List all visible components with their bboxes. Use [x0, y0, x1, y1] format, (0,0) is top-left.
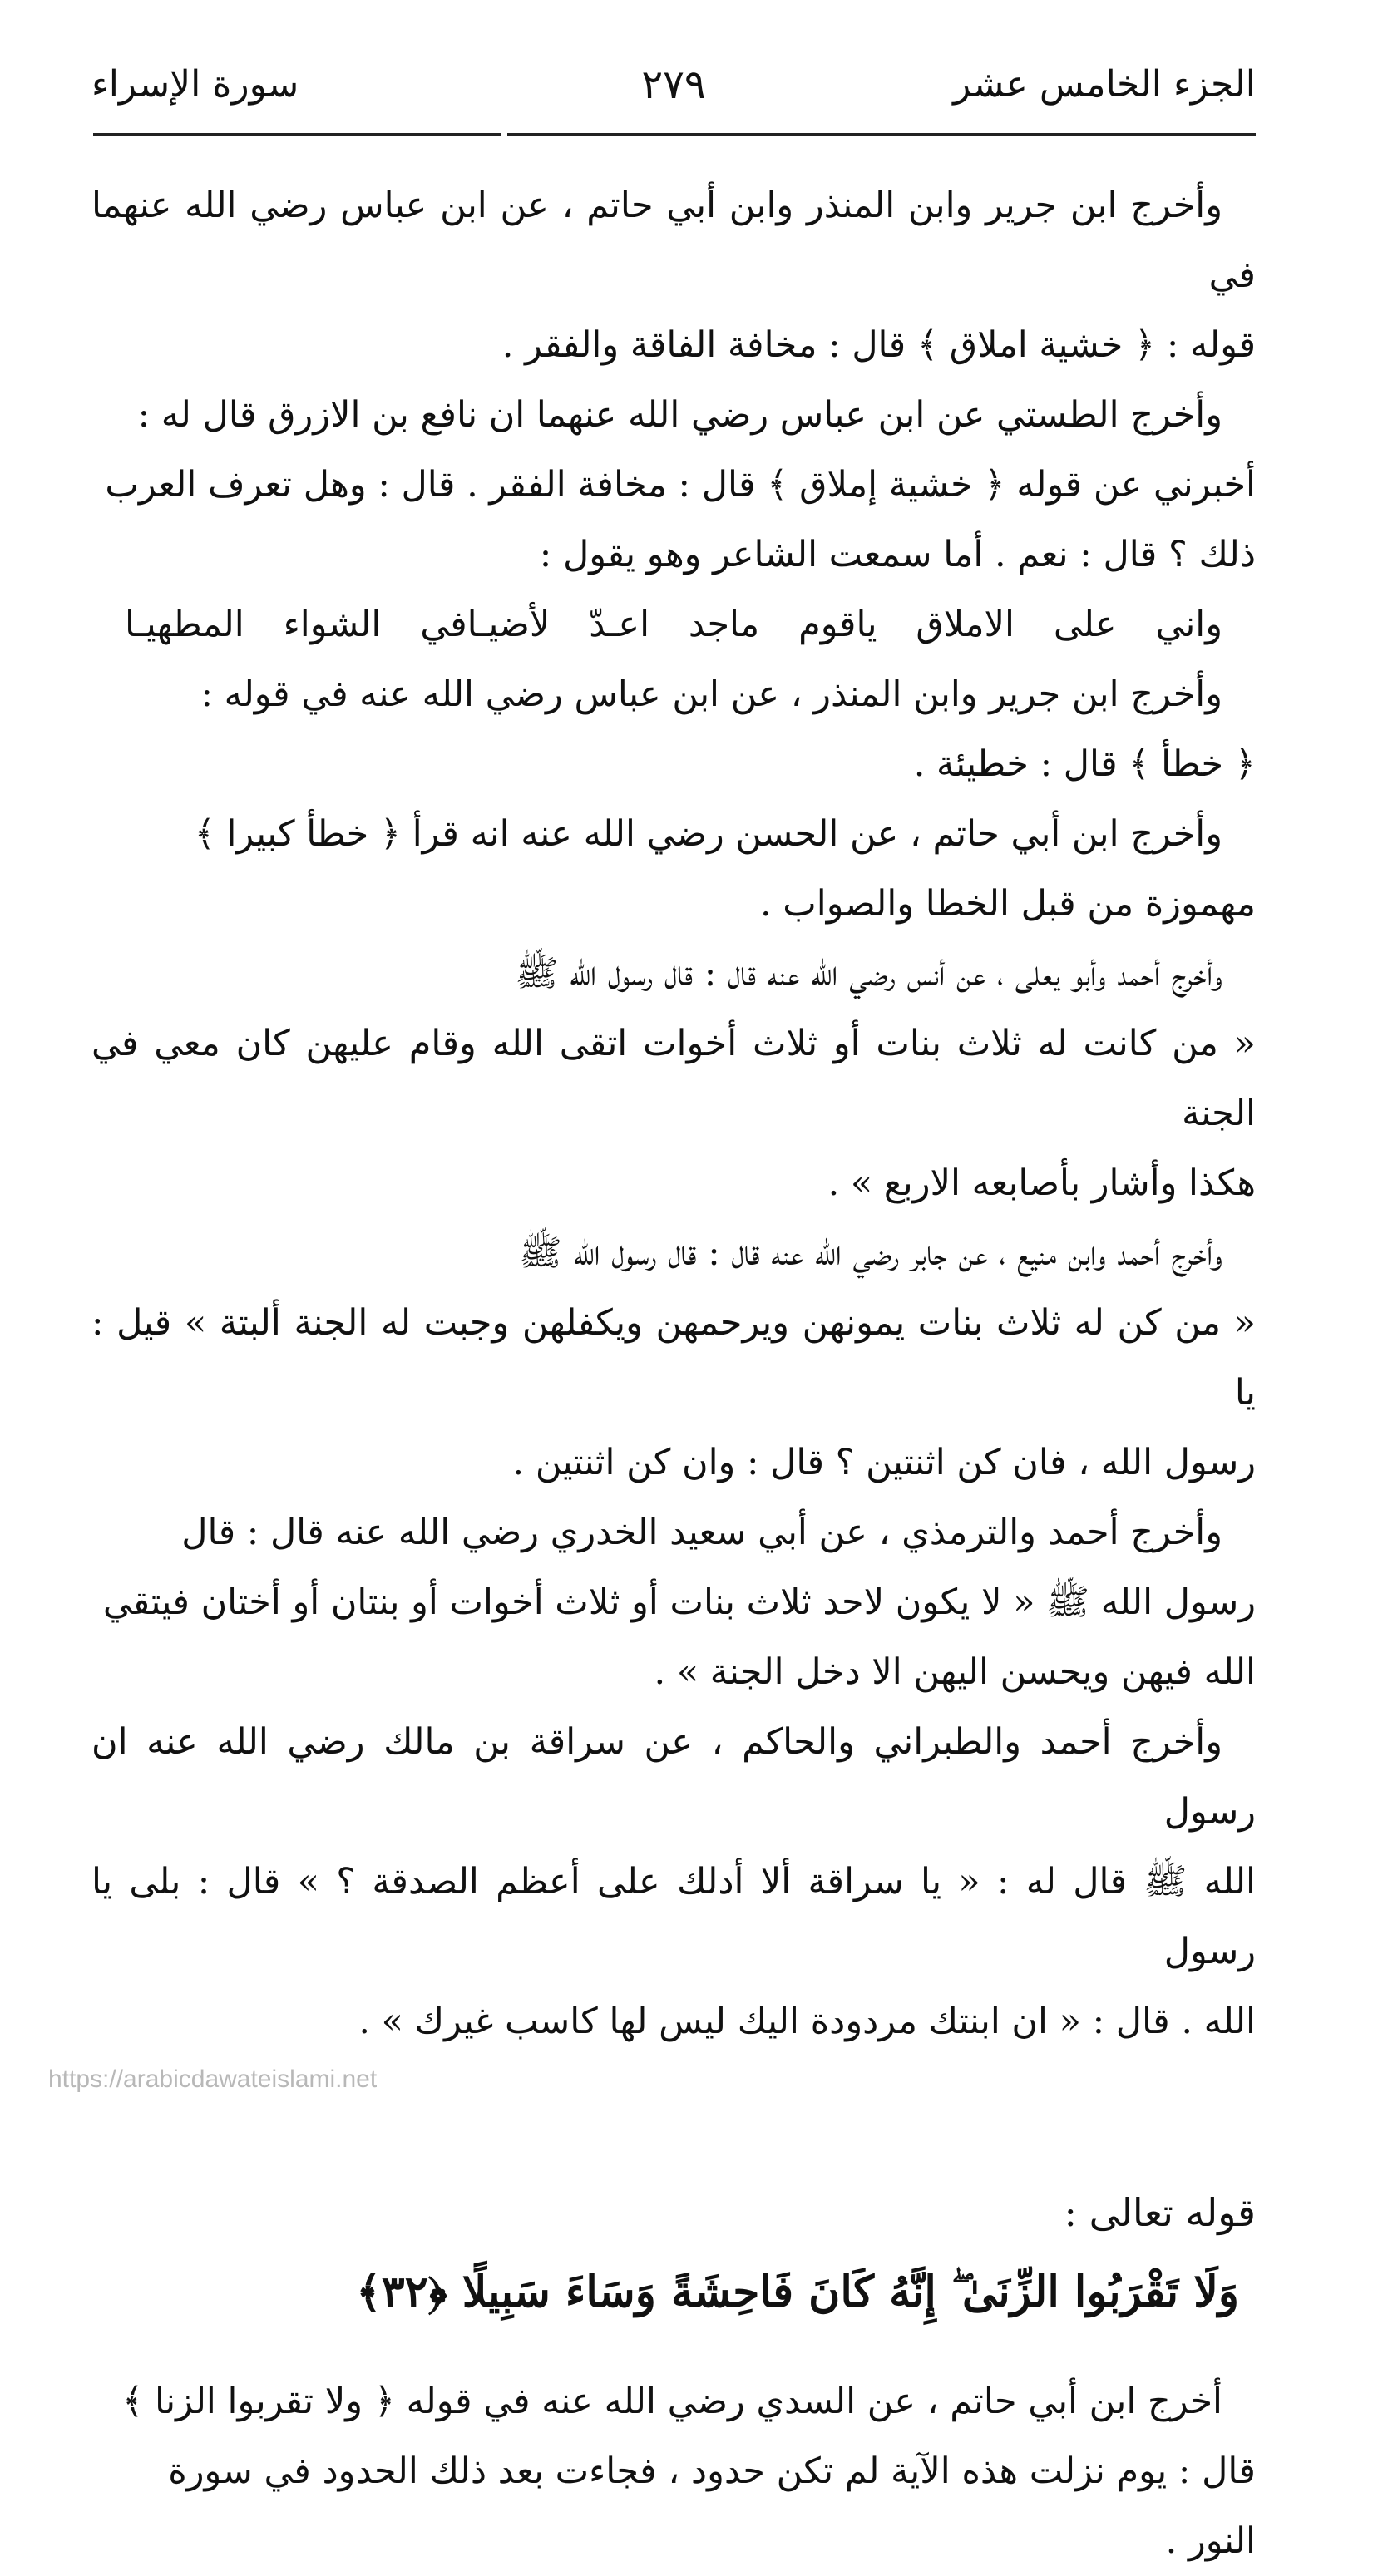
closing-paragraph: أخرج ابن أبي حاتم ، عن السدي رضي الله عنه في قوله ﴿ ولا تقربوا الزنا ﴾ قال : يوم نزلت هذه الآية لم تكن حدود ، فجاءت بعد ذلك الحدود في سورة النور . — [122, 2381, 1256, 2562]
surah-title: سورة الإسراء — [91, 63, 299, 106]
paragraph-7: وأخرج أحمد والترمذي ، عن أبي سعيد الخدري رضي الله عنه قال : قال رسول الله ﷺ « لا يكون لاحد ثلاث بنات أو ثلاث أخوات أو بنتان أو أختان فيتقي الله فيهن ويحسن اليهن الا دخل الجنة » . — [102, 1512, 1256, 1693]
paragraph-8: وأخرج أحمد والطبراني والحاكم ، عن سراقة بن مالك رضي الله عنه ان رسول الله ﷺ قال له : « يا سراقة ألا أدلك على أعظم الصدقة ؟ » قال : بلى يا رسول الله . قال : « ان ابنتك مردودة اليك ليس لها كاسب غيرك » . — [91, 1721, 1256, 2042]
watermark-url: https://arabicdawateislami.net — [48, 2065, 378, 2093]
header-rule-left — [93, 133, 501, 136]
paragraph-3: وأخرج ابن جرير وابن المنذر ، عن ابن عباس رضي الله عنه في قوله : ﴿ خطأ ﴾ قال : خطيئة . — [200, 674, 1256, 785]
paragraph-1: وأخرج ابن جرير وابن المنذر وابن أبي حاتم ، عن ابن عباس رضي الله عنهما في قوله : ﴿ خشية املاق ﴾ قال : مخافة الفاقة والفقر . — [91, 185, 1256, 366]
paragraph-4: وأخرج ابن أبي حاتم ، عن الحسن رضي الله عنه انه قرأ ﴿ خطأ كبيرا ﴾ مهموزة من قبل الخطا والصواب . — [194, 813, 1256, 925]
verse-heading — [91, 2093, 1256, 2333]
paragraph-5: وأخرج أحمد وأبو يعلى ، عن أنس رضي الله عنه قال : قال رسول الله ﷺ « من كانت له ثلاث بنات أو ثلاث أخوات اتقى الله وقام عليهن كان معي في الجنة هكذا وأشار بأصابعه الاربع » . — [91, 953, 1256, 1204]
quran-verse: وَلَا تَقْرَبُوا الزِّنَىٰ ۖ إِنَّهُ كَانَ فَاحِشَةً وَسَاءَ سَبِيلًا ﴿٣٢﴾ — [356, 2267, 1239, 2317]
poetry-line: واني على الاملاق ياقوم ماجد اعـدّ لأضيـافي الشواء المطهيـا — [125, 604, 1222, 645]
paragraph-2: وأخرج الطستي عن ابن عباس رضي الله عنهما ان نافع بن الازرق قال له : أخبرني عن قوله ﴿ خشية إملاق ﴾ قال : مخافة الفقر . قال : وهل تعرف العرب ذلك ؟ قال : نعم . أما سمعت الشاعر وهو يقول : — [105, 394, 1256, 575]
verse-intro: قوله تعالى : — [1064, 2190, 1256, 2235]
part-title: الجزء الخامس عشر — [953, 63, 1256, 106]
page-number: ٢٧٩ — [641, 62, 706, 108]
running-header — [91, 52, 1256, 118]
header-rule-right — [507, 133, 1256, 136]
page-body — [91, 170, 1256, 2576]
paragraph-6: وأخرج أحمد وابن منيع ، عن جابر رضي الله عنه قال : قال رسول الله ﷺ « من كن له ثلاث بنات يمونهن ويرحمهن ويكفلهن وجبت له الجنة ألبتة » قيل : يا رسول الله ، فان كن اثنتين ؟ قال : وان كن اثنتين . — [91, 1232, 1256, 1483]
